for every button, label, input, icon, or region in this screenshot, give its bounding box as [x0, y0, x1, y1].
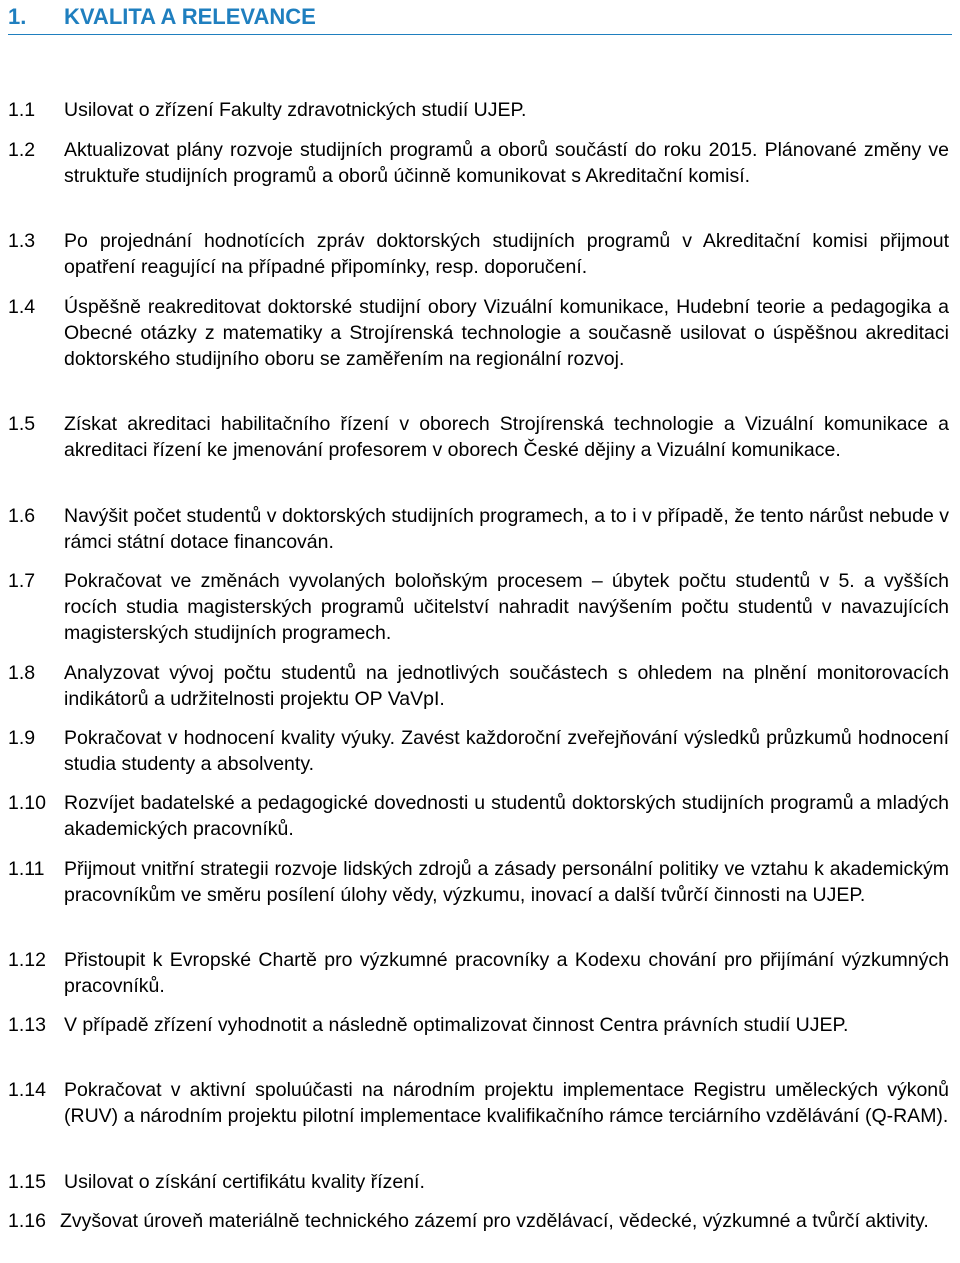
list-item-number: 1.15 [8, 1171, 46, 1193]
list-item-1-8 [8, 660, 949, 712]
list-item-1-9 [8, 725, 949, 777]
list-item-1-11 [8, 856, 949, 908]
list-item-text: Rozvíjet badatelské a pedagogické dovednosti u studentů doktorských studijních programů a mladých akademických pracovníků. [64, 792, 949, 840]
list-item-text: Pokračovat v hodnocení kvality výuky. Zavést každoroční zveřejňování výsledků průzkumů hodnocení studia studenty a absolventy. [64, 727, 949, 775]
list-item-1-15 [8, 1169, 949, 1195]
list-item-text: Usilovat o zřízení Fakulty zdravotnických studií UJEP. [64, 99, 527, 121]
list-item-1-16 [8, 1208, 949, 1234]
list-item-number: 1.12 [8, 949, 46, 971]
list-item-number: 1.4 [8, 296, 36, 318]
list-item-text: Přistoupit k Evropské Chartě pro výzkumné pracovníky a Kodexu chování pro přijímání výzkumných pracovníků. [64, 949, 949, 997]
list-item-number: 1.3 [8, 230, 36, 252]
list-item-number: 1.2 [8, 139, 36, 161]
list-item-number: 1.6 [8, 505, 36, 527]
section-heading [8, 0, 952, 35]
list-item-text: Po projednání hodnotících zpráv doktorských studijních programů v Akreditační komisi přijmout opatření reagující na případné připomínky, resp. doporučení. [64, 230, 949, 278]
list-item-1-10 [8, 790, 949, 842]
list-item-number: 1.8 [8, 662, 36, 684]
list-item-text: V případě zřízení vyhodnotit a následně optimalizovat činnost Centra právních studií UJEP. [64, 1014, 849, 1036]
list-item-number: 1.7 [8, 570, 36, 592]
list-item-1-6 [8, 503, 949, 555]
list-item-number: 1.14 [8, 1079, 46, 1101]
list-item-1-12 [8, 947, 949, 999]
list-item-number: 1.9 [8, 727, 36, 749]
list-item-text: Pokračovat ve změnách vyvolaných boloňským procesem – úbytek počtu studentů v 5. a vyšších rocích studia magisterských programů učitelství nahradit navýšením počtu studentů v navazujících magisterských studijních programech. [64, 570, 949, 644]
list-item-text: Získat akreditaci habilitačního řízení v oborech Strojírenská technologie a Vizuální komunikace a akreditaci řízení ke jmenování profesorem v oborech České dějiny a Vizuální komunikace. [64, 413, 949, 461]
list-item-1-1 [8, 97, 949, 123]
list-item-text: Úspěšně reakreditovat doktorské studijní obory Vizuální komunikace, Hudební teorie a pedagogika a Obecné otázky z matematiky a Strojírenská technologie a současně usilovat o úspěšnou akreditaci doktorského studijního oboru se zaměřením na regionální rozvoj. [64, 296, 949, 370]
section-heading-title: KVALITA A RELEVANCE [64, 4, 316, 29]
list-item-1-2 [8, 137, 949, 189]
list-item-1-13 [8, 1012, 949, 1038]
list-item-text: Navýšit počet studentů v doktorských studijních programech, a to i v případě, že tento nárůst nebude v rámci státní dotace financován. [64, 505, 949, 553]
list-item-text: Zvyšovat úroveň materiálně technického zázemí pro vzdělávací, vědecké, výzkumné a tvůrčí aktivity. [60, 1210, 929, 1232]
list-item-number: 1.13 [8, 1014, 46, 1036]
list-item-number: 1.1 [8, 99, 36, 121]
list-item-1-5 [8, 411, 949, 463]
list-item-1-14 [8, 1077, 949, 1129]
list-item-text: Analyzovat vývoj počtu studentů na jednotlivých součástech s ohledem na plnění monitorovacích indikátorů a udržitelnosti projektu OP VaVpI. [64, 662, 949, 710]
list-item-number: 1.16 [8, 1210, 46, 1232]
list-item-number: 1.11 [8, 858, 45, 880]
list-item-text: Přijmout vnitřní strategii rozvoje lidských zdrojů a zásady personální politiky ve vztahu k akademickým pracovníkům ve směru posílení úlohy vědy, výzkumu, inovací a další tvůrčí činnosti na UJEP. [64, 858, 949, 906]
list-item-1-3 [8, 228, 949, 280]
list-item-number: 1.10 [8, 792, 46, 814]
list-item-number: 1.5 [8, 413, 36, 435]
list-item-text: Usilovat o získání certifikátu kvality řízení. [64, 1171, 425, 1193]
list-item-text: Aktualizovat plány rozvoje studijních programů a oborů součástí do roku 2015. Plánované změny ve struktuře studijních programů a oborů účinně komunikovat s Akreditační komisí. [64, 139, 949, 187]
section-heading-number: 1. [8, 4, 27, 29]
list-item-1-7 [8, 568, 949, 646]
list-item-text: Pokračovat v aktivní spoluúčasti na národním projektu implementace Registru uměleckých výkonů (RUV) a národním projektu pilotní implementace kvalifikačního rámce terciárního vzdělávání (Q-RAM). [64, 1079, 949, 1127]
list-item-1-4 [8, 294, 949, 372]
